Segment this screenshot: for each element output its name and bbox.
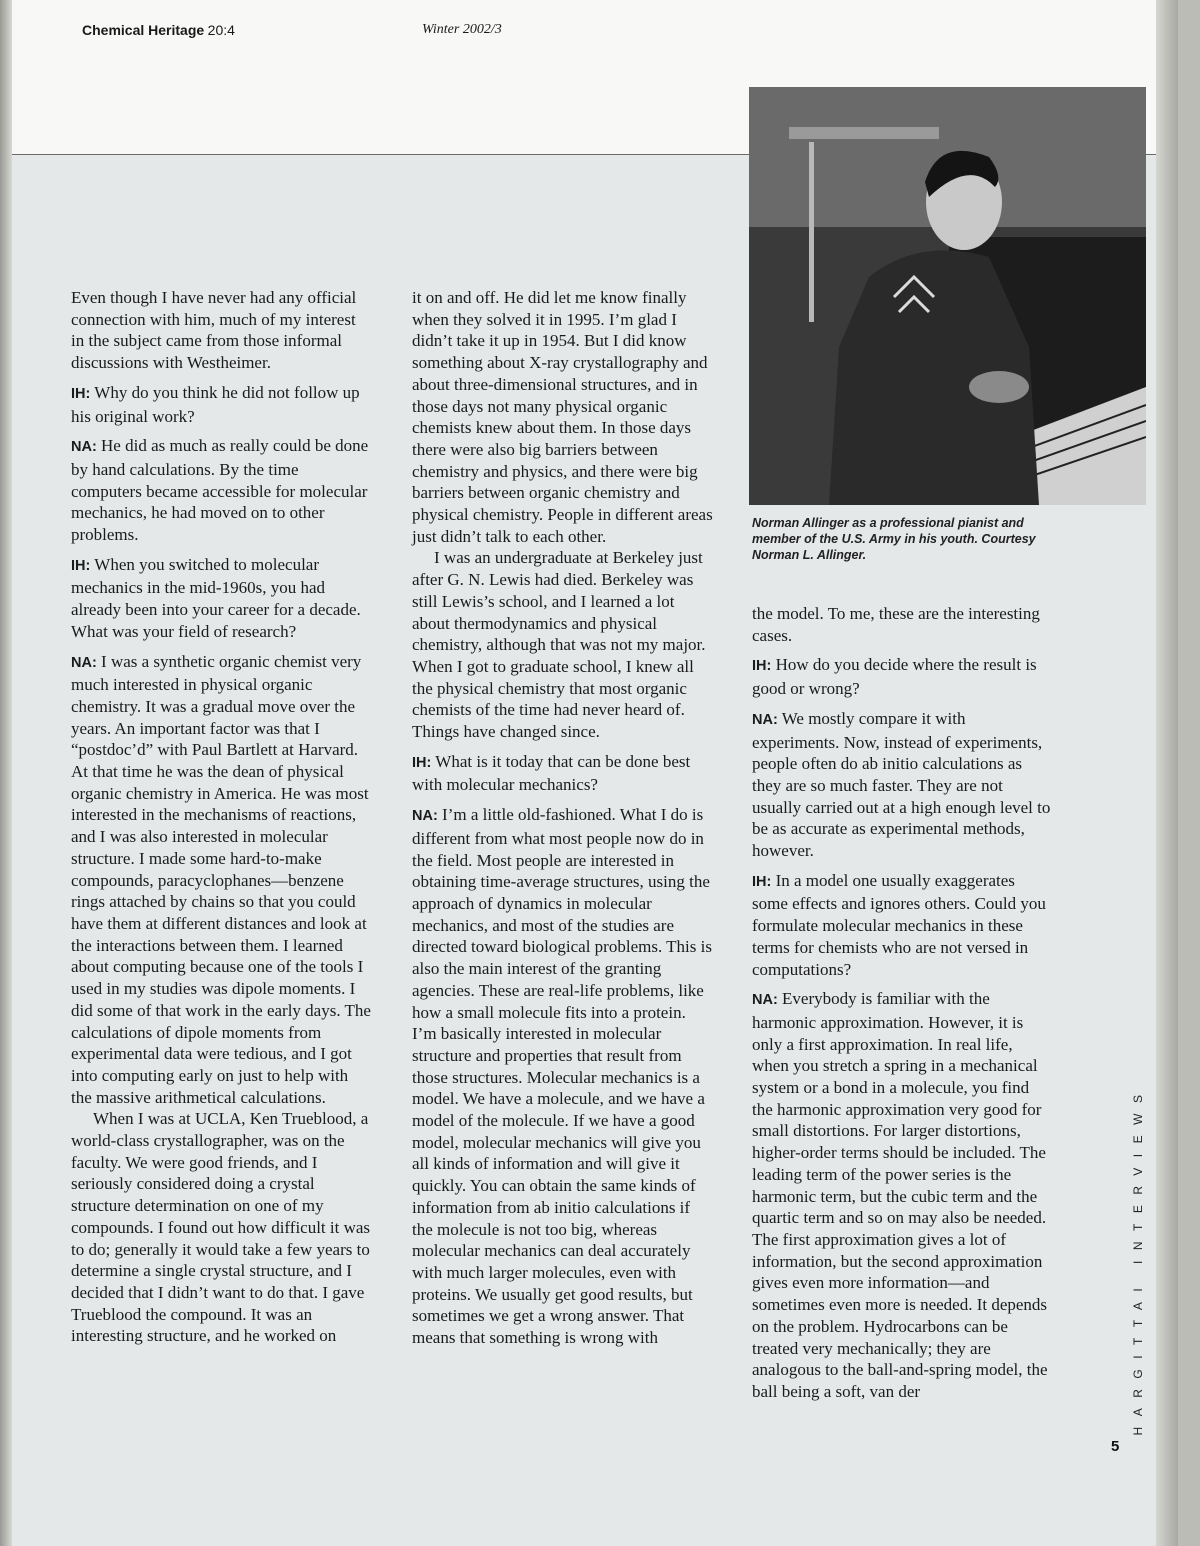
answer <box>752 988 1052 1402</box>
paragraph: I was an undergraduate at Berkeley just after G. N. Lewis had died. Berkeley was still Lewis’s school, and I learned a lot about thermodynamics and physical chemistry, although that was not my major. When I got to graduate school, I knew all the physical chemistry that most organic chemists of the time had never heard of. Things have changed since. <box>412 548 706 742</box>
column-3 <box>752 603 1052 1411</box>
issue-date: Winter 2002/3 <box>422 22 502 37</box>
question <box>71 554 373 643</box>
paragraph: When I was at UCLA, Ken Trueblood, a world-class crystallographer, was on the faculty. We were good friends, and I seriously considered doing a crystal structure determination on one of my compounds. I found out how difficult it was to do; generally it would take a few years to determine a single crystal structure, and I decided that I didn’t want to do that. I gave Trueblood the compound. It was an interesting structure, and he worked on <box>71 1109 371 1346</box>
photo-caption: Norman Allinger as a professional pianist and member of the U.S. Army in his youth. Courtesy Norman L. Allinger. <box>752 516 1036 562</box>
answer <box>752 708 1052 862</box>
question <box>752 870 1052 981</box>
answer-text: He did as much as really could be done by hand calculations. By the time computers became accessible for molecular mechanics, he had moved on to other problems. <box>71 436 369 545</box>
column-2 <box>412 287 714 1357</box>
paragraph: the model. To me, these are the interesting cases. <box>752 604 1040 645</box>
section-label: HARGITTAI INTERVIEWS <box>1131 1084 1145 1436</box>
speaker-label: NA: <box>752 992 778 1009</box>
running-head <box>82 22 502 40</box>
question <box>752 654 1052 699</box>
question-text: What is it today that can be done best with molecular mechanics? <box>412 751 691 795</box>
issue-number: 20:4 <box>207 22 235 38</box>
answer <box>412 804 714 1349</box>
paragraph: it on and off. He did let me know finally when they solved it in 1995. I’m glad I didn’t take it up in 1954. But I did know something about X-ray crystallography and about three-dimensional structures, and in those days not many physical organic chemists knew about them. In those days there were also big barriers between chemistry and physics, and there were big barriers between organic chemistry and physical chemistry. People in different areas just didn’t talk to each other. <box>412 288 713 546</box>
question-text: Why do you think he did not follow up his original work? <box>71 382 360 426</box>
speaker-label: IH: <box>752 658 772 675</box>
magazine-title: Chemical Heritage <box>82 22 205 38</box>
answer-text: We mostly compare it with experiments. Now, instead of experiments, people often do ab initio calculations as they are so much faster. They are not usually carried out at a high enough level to be as accurate as experimental methods, however. <box>752 708 1051 861</box>
answer-text: I was a synthetic organic chemist very much interested in physical organic chemistry. It was a gradual move over the years. An important factor was that I “postdoc’d” with Paul Bartlett at Harvard. At that time he was the dean of physical organic chemistry in America. He was most interested in the mechanisms of reactions, and I was also interested in molecular structure. I made some hard-to-make compounds, paracyclophanes—benzene rings attached by chains so that you could have them at different distances and look at the interactions between them. I learned about computing because one of the tools I used in my studies was dipole moments. I did some of that work in the early days. The calculations of dipole moments from experimental data were tedious, and I got into computing early on just to help with the massive arithmetical calculations. <box>71 651 371 1107</box>
speaker-label: IH: <box>71 557 91 574</box>
answer <box>71 435 373 546</box>
question <box>412 751 714 796</box>
speaker-label: NA: <box>752 711 778 728</box>
question-text: How do you decide where the result is good or wrong? <box>752 655 1037 699</box>
question-text: When you switched to molecular mechanics in the mid-1960s, you had already been into your career for a decade. What was your field of research? <box>71 554 361 641</box>
page-edge <box>1156 0 1178 1546</box>
column-1 <box>71 287 373 1355</box>
question <box>71 382 373 427</box>
paragraph: Even though I have never had any official connection with him, much of my interest in the subject came from those informal discussions with Westheimer. <box>71 288 357 373</box>
speaker-label: NA: <box>71 654 97 671</box>
pianist-photo <box>749 87 1146 505</box>
speaker-label: IH: <box>412 754 432 771</box>
page-number: 5 <box>1111 1438 1120 1455</box>
pianist-illustration <box>749 87 1146 505</box>
speaker-label: IH: <box>752 873 772 890</box>
question-text: In a model one usually exaggerates some effects and ignores others. Could you formulate molecular mechanics in these terms for chemists who are not versed in computations? <box>752 870 1046 979</box>
speaker-label: IH: <box>71 385 91 402</box>
binding-spine <box>0 0 12 1546</box>
answer-text: I’m a little old-fashioned. What I do is different from what most people now do in the field. Most people are interested in obtaining time-average structures, using the approach of dynamics in molecular mechanics, and most of the studies are directed toward biological problems. This is also the main interest of the granting agencies. These are real-life problems, like how a small molecule fits into a protein. I’m basically interested in molecular structure and properties that result from those structures. Molecular mechanics is a model. We have a molecule, and we have a model of the molecule. If we have a good model, molecular mechanics will give you all kinds of information and will give it quickly. You can obtain the same kinds of information from ab initio calculations if the molecule is not too big, whereas molecular mechanics can deal accurately with much larger molecules, even with proteins. We usually get good results, but sometimes we get a wrong answer. That means that something is wrong with <box>412 805 712 1348</box>
speaker-label: NA: <box>412 808 438 825</box>
speaker-label: NA: <box>71 439 97 456</box>
answer-text: Everybody is familiar with the harmonic approximation. However, it is only a first approximation. In real life, when you stretch a spring in a mechanical system or a bond in a molecule, you find the harmonic approximation very good for small distortions. For larger distortions, higher-order terms should be included. The leading term of the power series is the harmonic term, but the cubic term and the quartic term and so on may also be needed. The first approximation gives a lot of information, but the second approximation gives even more information—and sometimes even more is needed. It depends on the problem. Hydrocarbons can be treated very mechanically; they are analogous to the ball-and-spring model, the ball being a soft, van der <box>752 989 1048 1401</box>
answer <box>71 651 373 1109</box>
